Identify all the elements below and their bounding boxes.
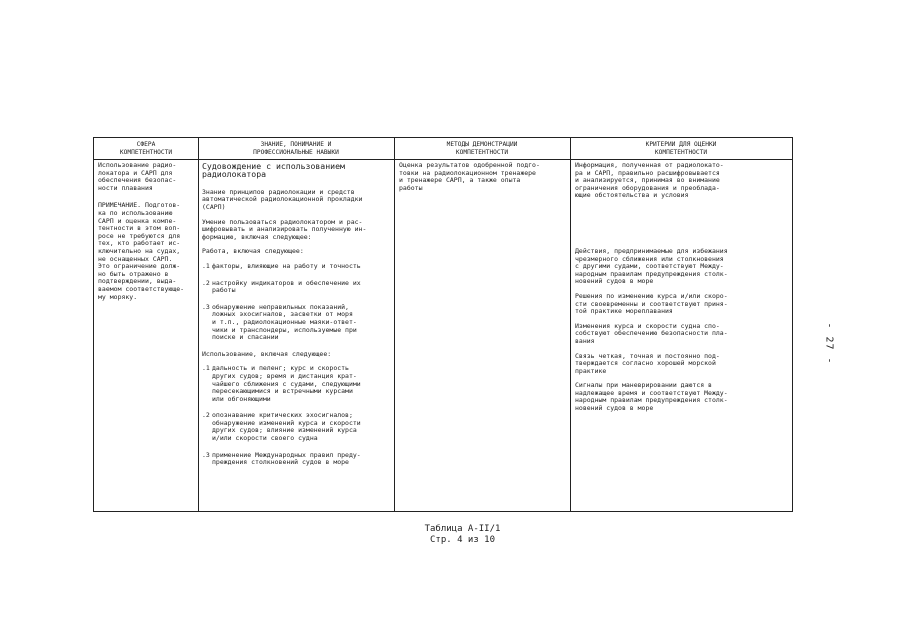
criteria-paragraph: Сигналы при маневрировании даются в надлежащее время и соответствуют Между- народным правилам предупреждения столк- новений судов в море xyxy=(575,381,728,413)
list-item: .1 факторы, влияющие на работу и точность xyxy=(202,261,361,270)
column-divider xyxy=(198,138,199,511)
criteria-paragraph: Действия, предпринимаемые для избежания чрезмерного сближения или столкновения с другими судами, соответствуют Между- народным правилам предупреждения столк- новений судов в море xyxy=(575,246,728,286)
methods-text: Оценка результатов одобренной подго- товки на радиолокационном тренажере и тренажере САРП, а также опыта работы xyxy=(399,161,540,192)
criteria-paragraph: Изменения курса и скорости судна спо- собствуют обеспечению безопасности пла- вания xyxy=(575,321,728,345)
work-heading: Работа, включая следующее: xyxy=(202,247,304,256)
page-number: - 27 - xyxy=(823,322,835,365)
criteria-paragraph: Решения по изменению курса и/или скоро- сти своевременны и соответствуют приня- той практике мореплавания xyxy=(575,291,728,316)
methods-cell xyxy=(399,162,569,199)
list-item: .1 дальность и пеленг; курс и скорость других судов; время и дистанция крат- чайшего сближения с судами, следующими пересекающимися и встречными курсами или обгоняющими xyxy=(202,364,361,403)
list-item: .3 обнаружение неправильных показаний, ложных эхосигналов, засветки от моря и т.п., радиолокационные маяки-ответ- чики и транспондеры, используемые при поиске и спасании xyxy=(202,302,357,342)
knowledge-paragraph: Умение пользоваться радиолокатором и рас- шифровывать и анализировать полученную ин- формацию, включая следующее: xyxy=(202,217,367,241)
knowledge-cell xyxy=(202,162,392,476)
header-criteria: КРИТЕРИИ ДЛЯ ОЦЕНКИ КОМПЕТЕНТНОСТИ xyxy=(645,141,717,156)
header-methods: МЕТОДЫ ДЕМОНСТРАЦИИ КОМПЕТЕНТНОСТИ xyxy=(446,141,518,156)
list-item: .3 применение Международных правил преду- преждения столкновений судов в море xyxy=(202,450,361,467)
header-knowledge: ЗНАНИЕ, ПОНИМАНИЕ И ПРОФЕССИОНАЛЬНЫЕ НАВЫКИ xyxy=(253,141,339,156)
section-title: Судовождение с использованием радиолокатора xyxy=(202,161,345,180)
competence-table xyxy=(93,137,793,512)
list-item: .2 опознавание критических эхосигналов; обнаружение изменений курса и скорости других судов; влияние изменений курса и/или скорости своего судна xyxy=(202,411,361,443)
sphere-note: ПРИМЕЧАНИЕ. Подготов- ка по использованию САРП и оценка компе- тентности в этом воп- росе не требуются для тех, кто работает ис- ключительно на судах, не оснащенных САРП. Это ограничение долж- но быть отражено в подтверждении, выда- ваемом соответствующе- му моряку. xyxy=(98,201,185,301)
sphere-cell xyxy=(98,162,196,308)
table-reference: Таблица A-II/1 xyxy=(424,524,501,534)
list-item: .2 настройку индикаторов и обеспечение их работы xyxy=(202,278,361,295)
sphere-text: Использование радио- локатора и САРП для обеспечения безопас- ности плавания xyxy=(98,161,177,192)
column-divider xyxy=(394,138,395,511)
criteria-paragraph: Информация, полученная от радиолокато- ра и САРП, правильно расшифровывается и анализируется, принимая во внимание ограничения оборудования и преоблада- ющие обстоятельства и условия xyxy=(575,161,724,200)
use-heading: Использование, включая следующее: xyxy=(202,349,332,358)
criteria-cell xyxy=(575,162,790,420)
page-counter: Стр. 4 из 10 xyxy=(429,535,496,545)
column-divider xyxy=(570,138,571,511)
criteria-paragraph: Связь четкая, точная и постоянно под- тверждается согласно хорошей морской практике xyxy=(575,351,720,375)
knowledge-paragraph: Знание принципов радиолокации и средств автоматической радиолокационной прокладки (САРП) xyxy=(202,187,363,211)
header-sphere: СФЕРА КОМПЕТЕНТНОСТИ xyxy=(119,141,173,156)
page-footer xyxy=(0,524,905,546)
